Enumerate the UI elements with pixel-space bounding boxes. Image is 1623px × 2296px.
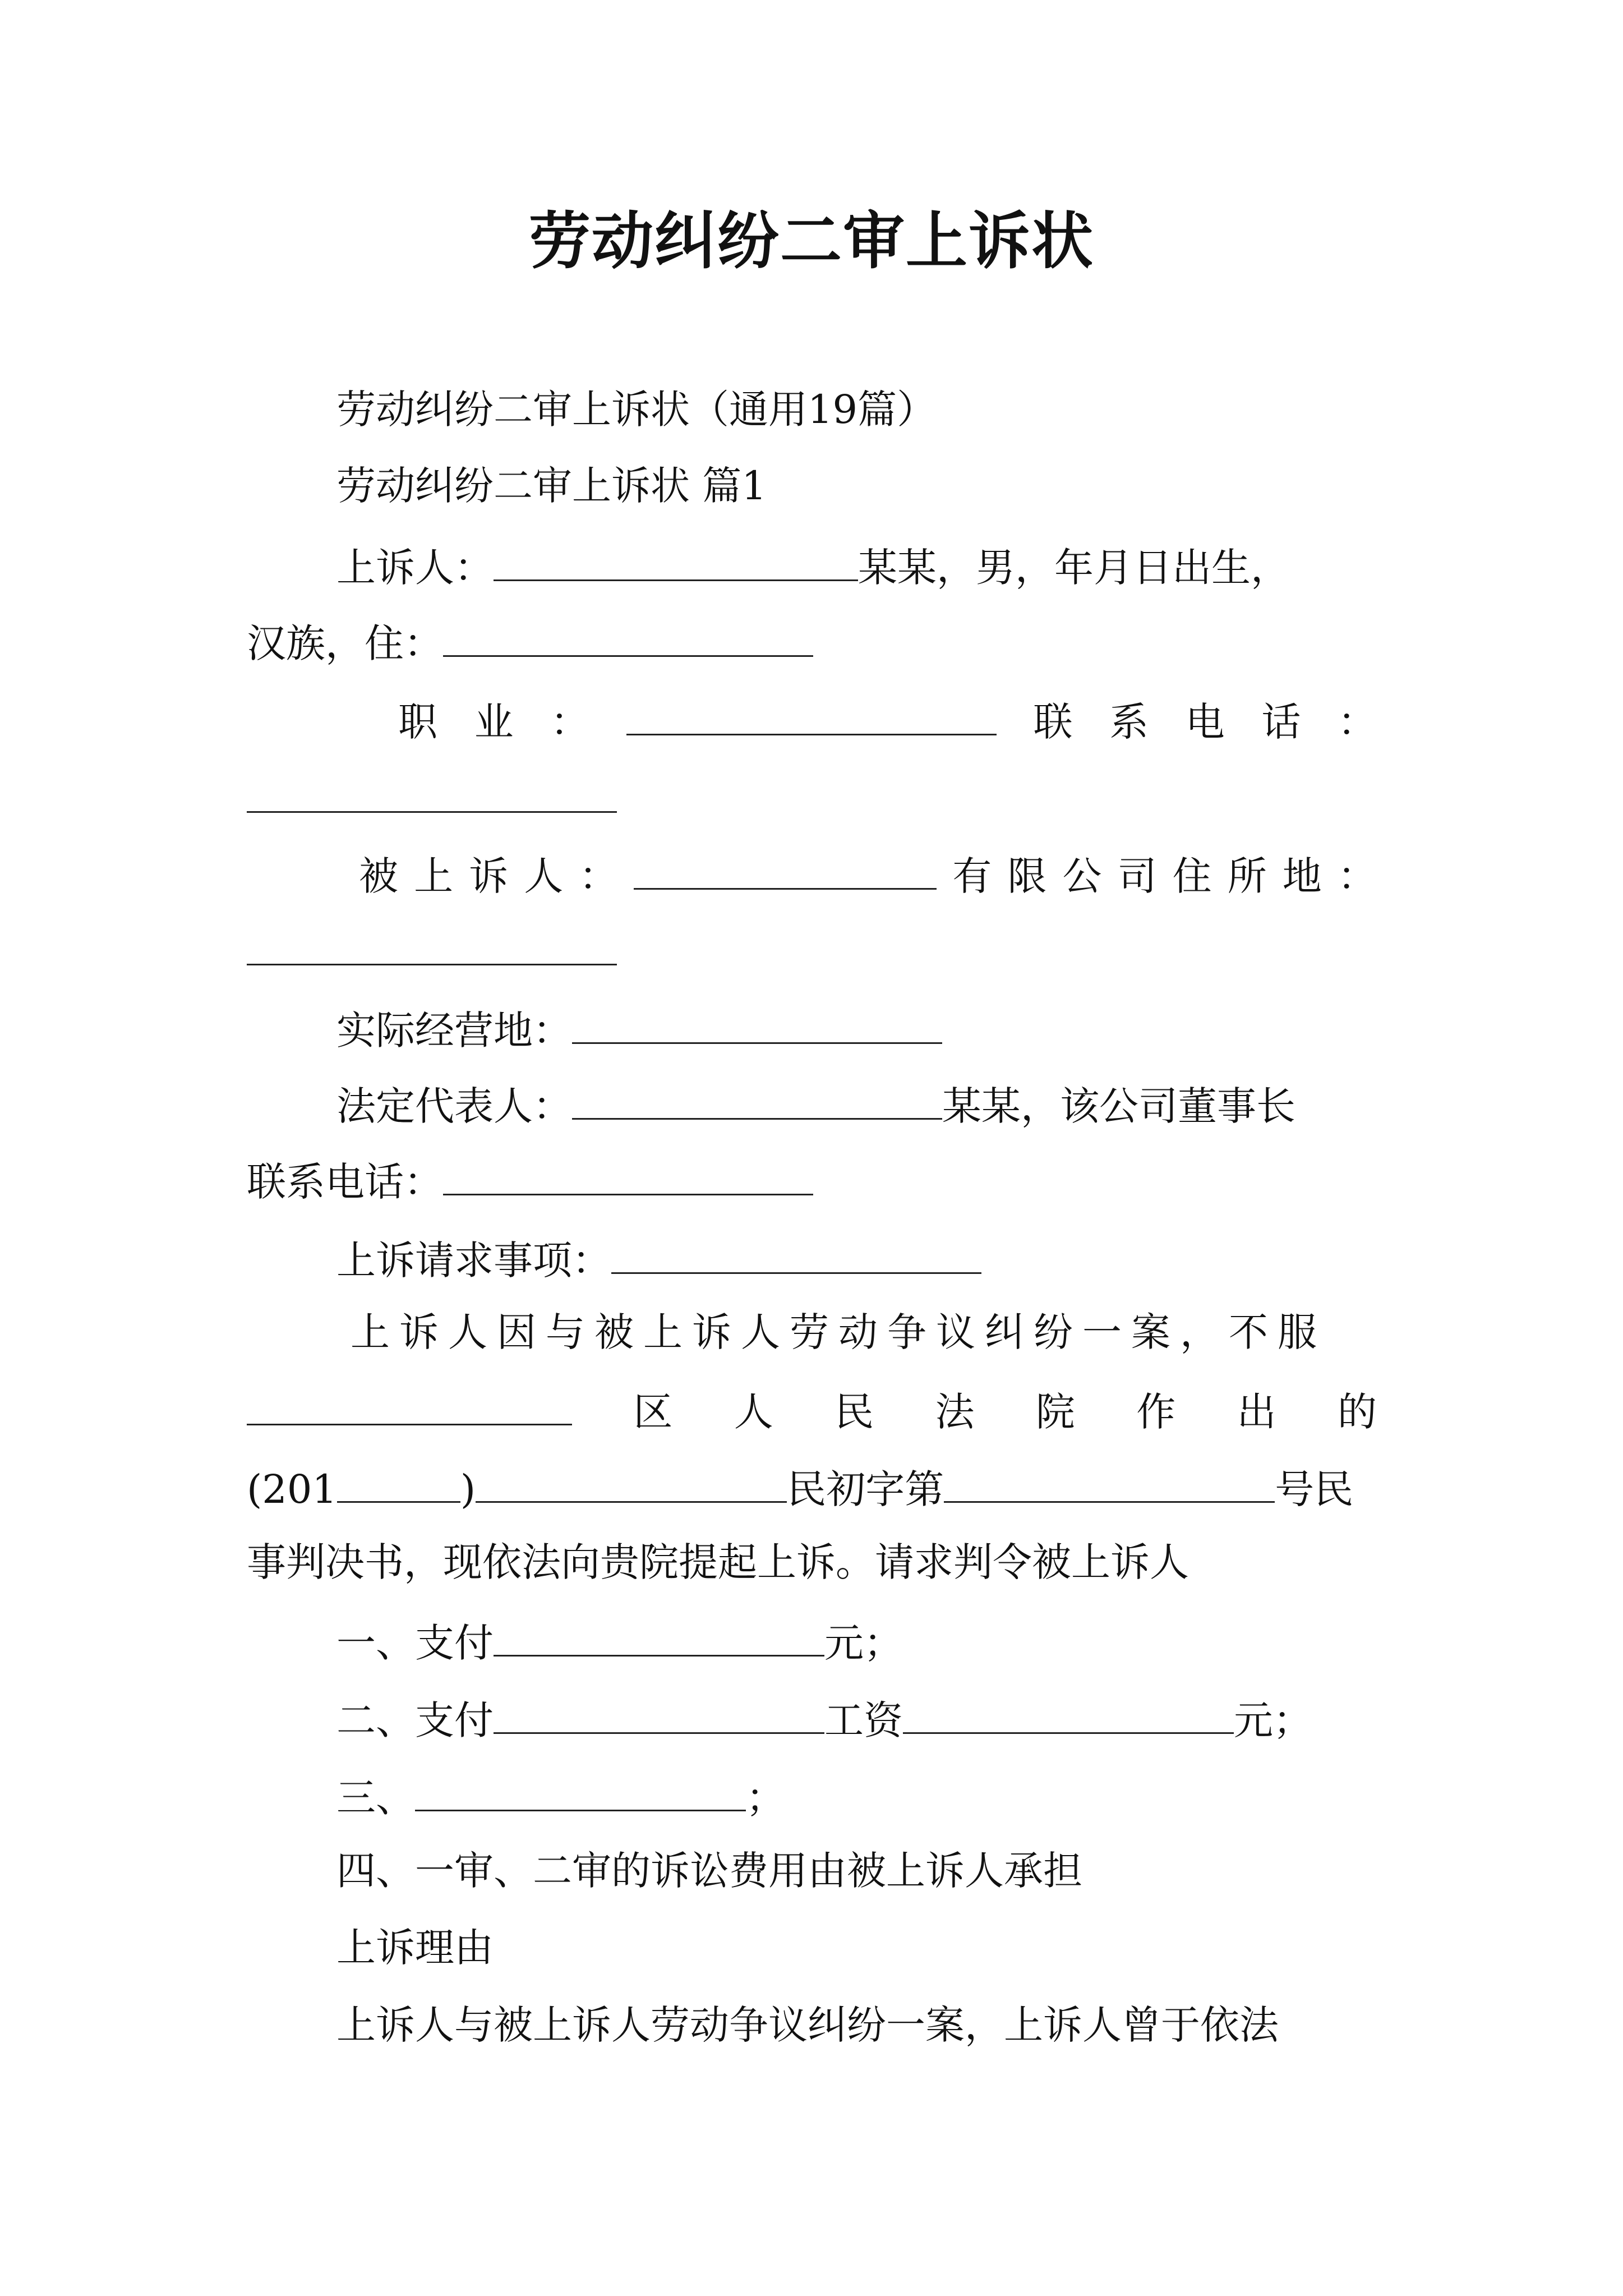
business-place-label: 实际经营地： bbox=[336, 1007, 572, 1053]
request-item-2 bbox=[336, 1688, 1312, 1749]
item-suffix: ； bbox=[746, 1775, 785, 1821]
item-wage-label: 工资 bbox=[824, 1697, 903, 1743]
blank-field bbox=[494, 1611, 824, 1657]
appellee-char: 诉 bbox=[469, 853, 509, 899]
blank-field bbox=[443, 1150, 813, 1195]
appellee-char: ： bbox=[1337, 853, 1377, 899]
phone-char: 话 bbox=[1261, 699, 1301, 745]
blank-field bbox=[247, 767, 617, 813]
case-number-label: 民初字第 bbox=[787, 1466, 944, 1512]
blank-field bbox=[443, 611, 813, 657]
appellee-char: 所 bbox=[1227, 853, 1267, 899]
appellee-char: 公 bbox=[1062, 853, 1102, 899]
address-label: 汉族，住： bbox=[247, 620, 443, 666]
occupation-line bbox=[398, 690, 1377, 750]
occupation-blank-line bbox=[247, 767, 617, 827]
phone-char: 联 bbox=[1033, 699, 1073, 745]
para1-char: 区 bbox=[633, 1389, 673, 1435]
para1-line3 bbox=[247, 1457, 1353, 1517]
appellant-details: 某某，男，年月日出生， bbox=[858, 545, 1290, 591]
para1-char: 出 bbox=[1237, 1389, 1276, 1435]
item-prefix: 一、支付 bbox=[336, 1620, 494, 1666]
appellee-char: 限 bbox=[1007, 853, 1047, 899]
appellee-char: 地 bbox=[1282, 853, 1322, 899]
legal-rep-details: 某某，该公司董事长 bbox=[942, 1083, 1295, 1129]
blank-field bbox=[944, 1457, 1275, 1503]
phone-char: 系 bbox=[1109, 699, 1149, 745]
case-year-suffix: ) bbox=[460, 1466, 476, 1512]
occupation-char: 业 bbox=[474, 699, 514, 745]
item-prefix: 二、支付 bbox=[336, 1697, 494, 1743]
legal-rep-label: 法定代表人： bbox=[336, 1083, 572, 1129]
document-title: 劳动纠纷二审上诉状 bbox=[529, 205, 1094, 277]
phone-char: 电 bbox=[1185, 699, 1225, 745]
blank-field bbox=[337, 1457, 460, 1503]
item-suffix: 元； bbox=[1234, 1697, 1312, 1743]
para1-char: 作 bbox=[1136, 1389, 1176, 1435]
blank-field bbox=[634, 844, 937, 890]
blank-field bbox=[626, 690, 997, 735]
blank-field bbox=[494, 536, 858, 581]
blank-field bbox=[903, 1688, 1234, 1734]
occupation-char: ： bbox=[550, 699, 590, 745]
appellee-blank-line bbox=[247, 920, 617, 980]
reason-heading: 上诉理由 bbox=[336, 1925, 494, 1971]
para1-line2 bbox=[247, 1380, 1377, 1440]
contact-phone-label: 联系电话： bbox=[247, 1159, 443, 1205]
appellee-char: 上 bbox=[414, 853, 454, 899]
request-item-4: 四、一审、二审的诉讼费用由被上诉人承担 bbox=[336, 1848, 1082, 1894]
appeal-requests-label: 上诉请求事项： bbox=[336, 1237, 611, 1283]
reason-line-1: 上诉人与被上诉人劳动争议纠纷一案，上诉人曾于依法 bbox=[336, 2002, 1279, 2048]
appellee-char: 被 bbox=[359, 853, 398, 899]
item-suffix: 元； bbox=[824, 1620, 903, 1666]
appellee-char: 人 bbox=[524, 853, 564, 899]
para1-line1: 上诉人因与被上诉人劳动争议纠纷一案，不服 bbox=[351, 1309, 1326, 1355]
para1-char: 人 bbox=[734, 1389, 773, 1435]
item-prefix: 三、 bbox=[336, 1775, 415, 1821]
para1-char: 法 bbox=[935, 1389, 975, 1435]
blank-field bbox=[572, 1074, 942, 1120]
appellee-char: 住 bbox=[1172, 853, 1212, 899]
appellee-char: 有 bbox=[952, 853, 992, 899]
blank-field bbox=[476, 1457, 787, 1503]
appellee-line bbox=[359, 844, 1377, 904]
appellant-address-line bbox=[247, 611, 813, 671]
subtitle: 劳动纠纷二审上诉状（通用19篇） bbox=[336, 386, 937, 432]
para1-line4: 事判决书，现依法向贵院提起上诉。请求判令被上诉人 bbox=[247, 1539, 1189, 1585]
business-place-line bbox=[336, 999, 942, 1059]
para1-char: 民 bbox=[834, 1389, 874, 1435]
appeal-requests-line bbox=[336, 1228, 981, 1289]
case-year-prefix: (201 bbox=[247, 1466, 337, 1512]
request-item-3 bbox=[336, 1766, 785, 1826]
blank-field bbox=[572, 999, 942, 1044]
blank-field bbox=[247, 1380, 572, 1425]
para1-char: 的 bbox=[1338, 1389, 1377, 1435]
blank-field bbox=[611, 1228, 981, 1274]
blank-field bbox=[247, 920, 617, 965]
occupation-char: 职 bbox=[398, 699, 437, 745]
phone-char: ： bbox=[1338, 699, 1377, 745]
blank-field bbox=[494, 1688, 824, 1734]
para1-char: 院 bbox=[1035, 1389, 1075, 1435]
case-number-suffix: 号民 bbox=[1275, 1466, 1354, 1512]
appellant-line bbox=[336, 536, 1290, 596]
blank-field bbox=[415, 1766, 746, 1811]
request-item-1 bbox=[336, 1611, 903, 1671]
legal-rep-line bbox=[336, 1074, 1295, 1134]
contact-phone-line bbox=[247, 1150, 813, 1210]
appellee-char: 司 bbox=[1117, 853, 1157, 899]
section-heading: 劳动纠纷二审上诉状 篇1 bbox=[336, 463, 767, 509]
appellant-label: 上诉人： bbox=[336, 545, 494, 591]
appellee-char: ： bbox=[579, 853, 619, 899]
